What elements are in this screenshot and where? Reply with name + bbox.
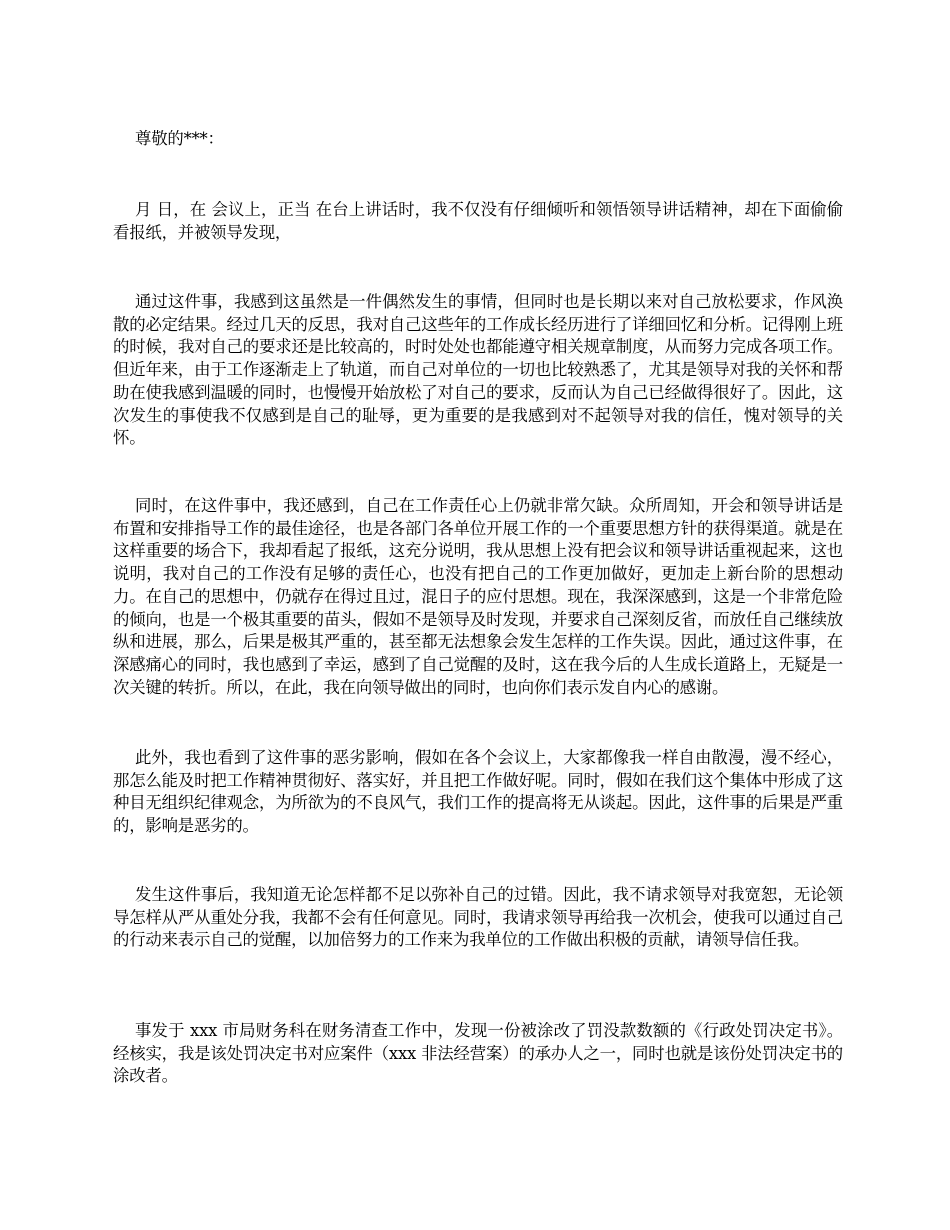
paragraph-request: 发生这件事后，我知道无论怎样都不足以弥补自己的过错。因此，我不请求领导对我宽恕，无论领导怎样从严从重处分我，我都不会有任何意见。同时，我请求领导再给我一次机会，使我可以通过自己的行动来表示自己的觉醒，以加倍努力的工作来为我单位的工作做出积极的贡献，请领导信任我。 xyxy=(113,885,843,950)
paragraph-incident: 月 日，在 会议上，正当 在台上讲话时，我不仅没有仔细倾听和领悟领导讲话精神，却在下面偷偷看报纸，并被领导发现， xyxy=(113,200,843,242)
paragraph-reflection: 通过这件事，我感到这虽然是一件偶然发生的事情，但同时也是长期以来对自己放松要求，作风涣散的必定结果。经过几天的反思，我对自己这些年的工作成长经历进行了详细回忆和分析。记得刚上班的时候，我对自己的要求还是比较高的，时时处处也都能遵守相关规章制度，从而努力完成各项工作。但近年来，由于工作逐渐走上了轨道，而自己对单位的一切也比较熟悉了，尤其是领导对我的关怀和帮助在使我感到温暖的同时，也慢慢开始放松了对自己的要求，反而认为自己已经做得很好了。因此，这次发生的事使我不仅感到是自己的耻辱，更为重要的是我感到对不起领导对我的信任，愧对领导的关怀。 xyxy=(113,292,843,448)
salutation: 尊敬的***： xyxy=(135,129,224,148)
paragraph-case: 事发于 xxx 市局财务科在财务清查工作中，发现一份被涂改了罚没款数额的《行政处罚决定书》。经核实，我是该处罚决定书对应案件（xxx 非法经营案）的承办人之一，同时也就是该份处罚决定书的涂改者。 xyxy=(113,1021,843,1086)
paragraph-impact: 此外，我也看到了这件事的恶劣影响，假如在各个会议上，大家都像我一样自由散漫，漫不经心，那怎么能及时把工作精神贯彻好、落实好，并且把工作做好呢。同时，假如在我们这个集体中形成了这种目无组织纪律观念，为所欲为的不良风气，我们工作的提高将无从谈起。因此，这件事的后果是严重的，影响是恶劣的。 xyxy=(113,748,843,836)
paragraph-responsibility: 同时，在这件事中，我还感到，自己在工作责任心上仍就非常欠缺。众所周知，开会和领导讲话是布置和安排指导工作的最佳途径，也是各部门各单位开展工作的一个重要思想方针的获得渠道。就是在这样重要的场合下，我却看起了报纸，这充分说明，我从思想上没有把会议和领导讲话重视起来，这也说明，我对自己的工作没有足够的责任心，也没有把自己的工作更加做好，更加走上新台阶的思想动力。在自己的思想中，仍就存在得过且过，混日子的应付思想。现在，我深深感到，这是一个非常危险的倾向，也是一个极其重要的苗头，假如不是领导及时发现，并要求自己深刻反省，而放任自己继续放纵和进展，那么，后果是极其严重的，甚至都无法想象会发生怎样的工作失误。因此，通过这件事，在深感痛心的同时，我也感到了幸运，感到了自己觉醒的及时，这在我今后的人生成长道路上，无疑是一次关键的转折。所以，在此，我在向领导做出的同时，也向你们表示发自内心的感谢。 xyxy=(113,496,843,697)
